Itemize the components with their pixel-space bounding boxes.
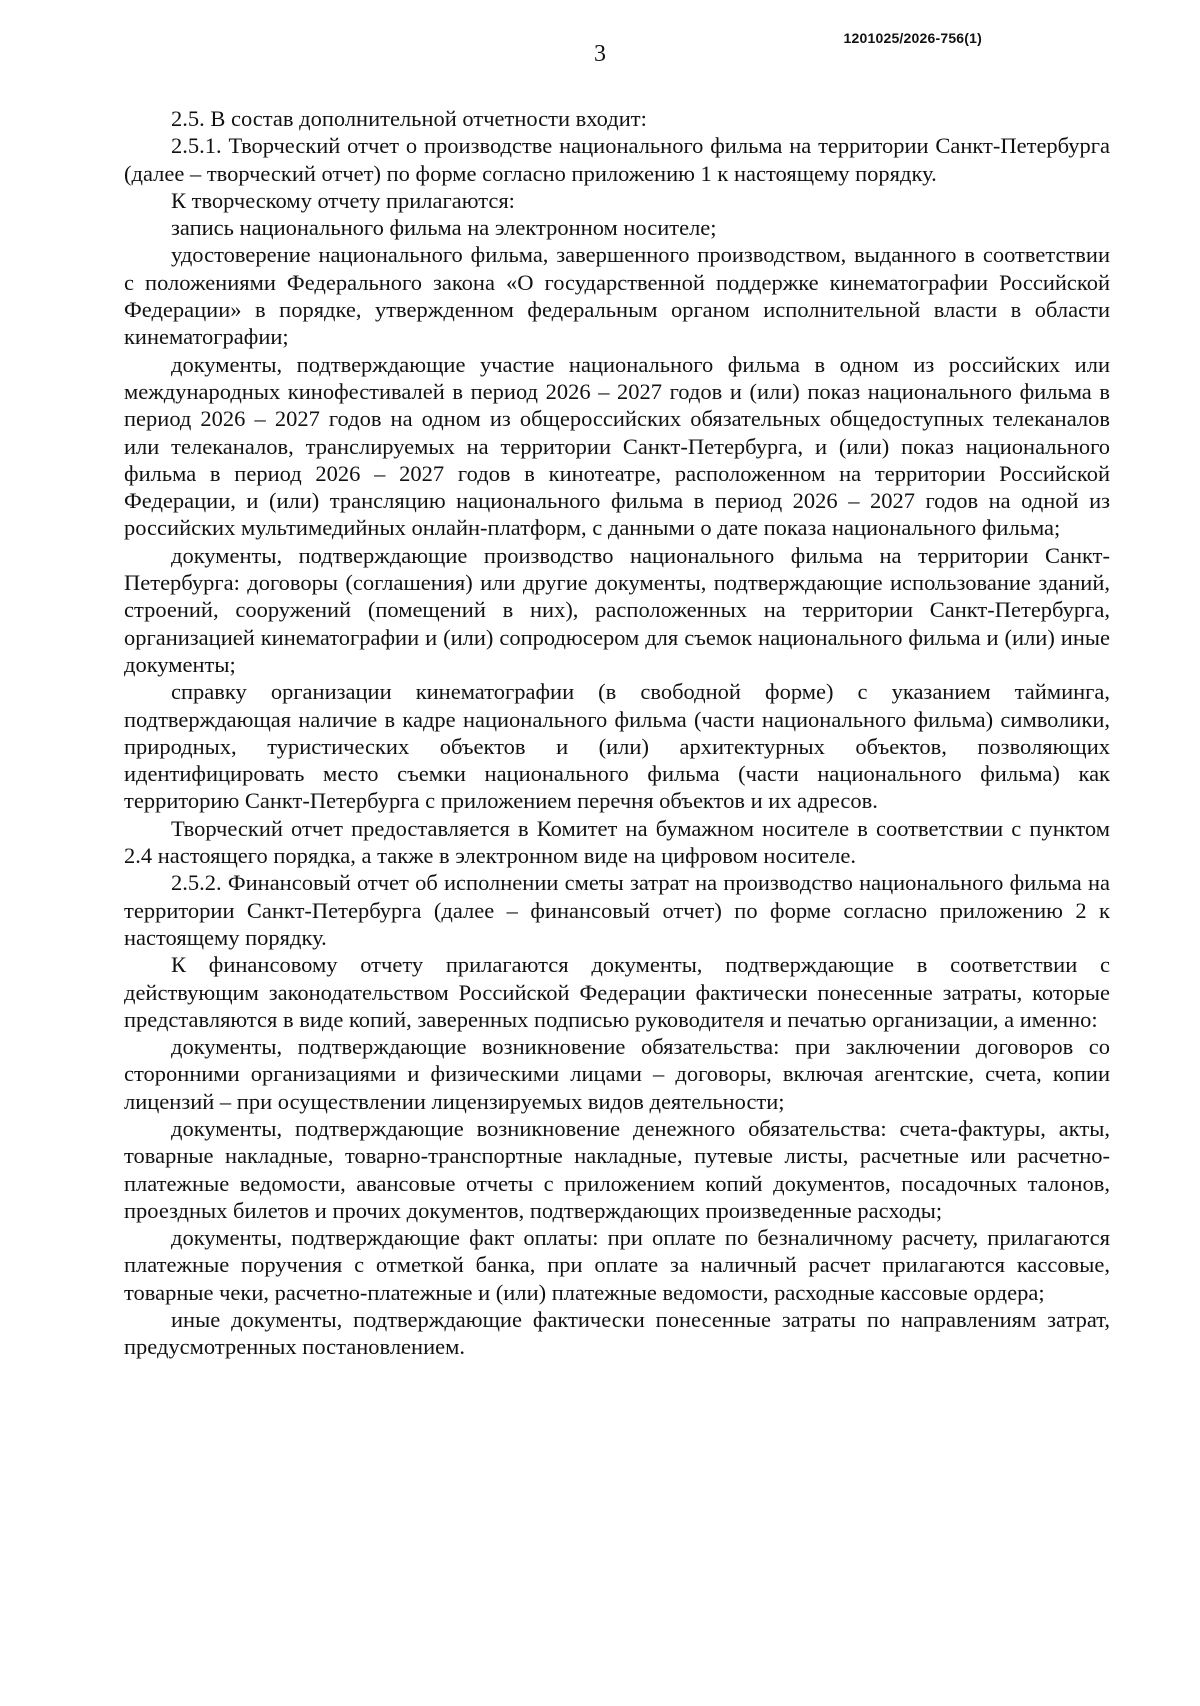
paragraph-2-5: 2.5. В состав дополнительной отчетности входит:	[171, 106, 647, 131]
paragraph-obligation-documents: документы, подтверждающие возникновение обязательства: при заключении договоров со сторонними организациями и физическими лицами – договоры, включая агентские, счета, копии лицензий – при осуществлении лицензируемых видов деятельности;	[124, 1034, 1110, 1114]
paragraph-festival-documents: документы, подтверждающие участие национального фильма в одном из российских или международных кинофестивалей в период 2026 – 2027 годов и (или) показ национального фильма в период 2026 – 2027 годов на одном из общероссийских обязательных общедоступных телеканалов или телеканалов, транслируемых на территории Санкт-Петербурга, и (или) показ национального фильма в период 2026 – 2027 годов в кинотеатре, расположенном на территории Российской Федерации, и (или) трансляцию национального фильма в период 2026 – 2027 годов на одной из российских мультимедийных онлайн-платформ, с данными о дате показа национального фильма;	[124, 351, 1110, 541]
document-body	[124, 105, 1110, 1361]
paragraph-monetary-obligation-documents: документы, подтверждающие возникновение денежного обязательства: счета-фактуры, акты, товарные накладные, товарно-транспортные накладные, путевые листы, расчетные или расчетно-платежные ведомости, авансовые отчеты с приложением копий документов, посадочных талонов, проездных билетов и прочих документов, подтверждающих произведенные расходы;	[124, 1115, 1110, 1223]
paragraph-creative-attachments: К творческому отчету прилагаются:	[171, 187, 515, 213]
document-code: 1201025/2026-756(1)	[843, 30, 982, 46]
paragraph-film-recording: запись национального фильма на электронном носителе;	[171, 215, 717, 241]
paragraph-production-documents: документы, подтверждающие производство национального фильма на территории Санкт-Петербурга: договоры (соглашения) или другие документы, подтверждающие использование зданий, строений, сооружений (помещений в них), расположенных на территории Санкт-Петербурга, организацией кинематографии и (или) сопродюсером для съемок национального фильма и (или) иные документы;	[124, 542, 1110, 677]
paragraph-financial-attachments: К финансовому отчету прилагаются документы, подтверждающие в соответствии с действующим законодательством Российской Федерации фактически понесенные затраты, которые представляются в виде копий, заверенных подписью руководителя и печатью организации, а именно:	[124, 952, 1110, 1032]
paragraph-creative-report-submission: Творческий отчет предоставляется в Комитет на бумажном носителе в соответствии с пунктом 2.4 настоящего порядка, а также в электронном виде на цифровом носителе.	[124, 815, 1110, 869]
paragraph-timing-reference: справку организации кинематографии (в свободной форме) с указанием тайминга, подтверждающая наличие в кадре национального фильма (части национального фильма) символики, природных, туристических объектов и (или) архитектурных объектов, позволяющих идентифицировать место съемки национального фильма (части национального фильма) как территорию Санкт-Петербурга с приложением перечня объектов и их адресов.	[124, 679, 1110, 814]
paragraph-other-documents: иные документы, подтверждающие фактически понесенные затраты по направлениям затрат, предусмотренных постановлением.	[124, 1307, 1110, 1360]
paragraph-film-certificate: удостоверение национального фильма, завершенного производством, выданного в соответствии с положениями Федерального закона «О государственной поддержке кинематографии Российской Федерации» в порядке, утвержденном федеральным органом исполнительной власти в области кинематографии;	[124, 242, 1110, 350]
page-number: 3	[594, 41, 606, 67]
paragraph-payment-documents: документы, подтверждающие факт оплаты: при оплате по безналичному расчету, прилагаются платежные поручения с отметкой банка, при оплате за наличный расчет прилагаются кассовые, товарные чеки, расчетно-платежные и (или) платежные ведомости, расходные кассовые ордера;	[124, 1225, 1110, 1305]
paragraph-2-5-1: 2.5.1. Творческий отчет о производстве национального фильма на территории Санкт-Петербурга (далее – творческий отчет) по форме согласно приложению 1 к настоящему порядку.	[124, 133, 1110, 186]
paragraph-2-5-2: 2.5.2. Финансовый отчет об исполнении сметы затрат на производство национального фильма на территории Санкт-Петербурга (далее – финансовый отчет) по форме согласно приложению 2 к настоящему порядку.	[124, 870, 1110, 950]
